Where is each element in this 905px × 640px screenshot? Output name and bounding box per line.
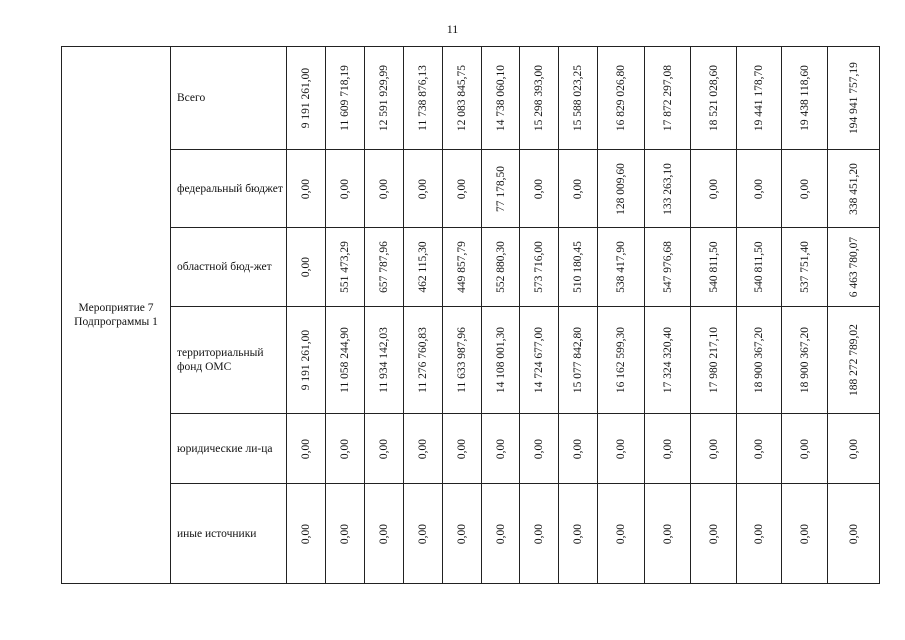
value-cell <box>737 414 782 484</box>
value-text: 0,00 <box>572 178 584 199</box>
value-cell <box>443 414 482 484</box>
value-cell <box>782 47 828 150</box>
value-text: 14 724 677,00 <box>533 326 545 394</box>
value-cell <box>737 307 782 414</box>
value-text: 16 829 026,80 <box>615 64 627 132</box>
budget-table <box>61 46 880 584</box>
value-text: 17 324 320,40 <box>661 326 674 394</box>
value-cell <box>691 484 737 584</box>
value-cell <box>598 307 645 414</box>
value-text: 0,00 <box>533 438 545 459</box>
value-cell <box>404 47 443 150</box>
value-text: 0,00 <box>572 523 584 544</box>
value-cell <box>443 150 482 228</box>
value-text: 11 609 718,19 <box>339 65 351 131</box>
value-text: 0,00 <box>707 438 720 459</box>
value-cell <box>559 484 598 584</box>
table-row <box>62 150 880 228</box>
value-cell <box>691 150 737 228</box>
value-text: 449 857,79 <box>456 241 468 293</box>
value-cell <box>782 150 828 228</box>
value-cell <box>287 47 326 150</box>
value-cell <box>326 414 365 484</box>
value-cell <box>326 47 365 150</box>
value-cell <box>691 228 737 307</box>
value-text: 0,00 <box>753 178 765 199</box>
event-cell: Мероприятие 7 Подпрограммы 1 <box>62 47 171 584</box>
value-cell <box>559 414 598 484</box>
value-text: 657 787,96 <box>378 241 390 293</box>
value-text: 9 191 261,00 <box>300 67 312 129</box>
value-text: 547 976,68 <box>661 241 674 293</box>
value-text: 9 191 261,00 <box>300 329 312 391</box>
value-cell <box>287 414 326 484</box>
value-text: 540 811,50 <box>707 241 720 293</box>
value-cell <box>520 228 559 307</box>
table-row <box>62 414 880 484</box>
value-text: 0,00 <box>300 438 312 459</box>
value-text: 0,00 <box>417 178 429 199</box>
value-text: 15 588 023,25 <box>572 64 584 132</box>
value-text: 128 009,60 <box>615 162 627 215</box>
value-cell <box>828 484 880 584</box>
value-text: 0,00 <box>417 523 429 544</box>
value-cell <box>645 47 691 150</box>
value-text: 12 083 845,75 <box>456 64 468 132</box>
page-number: 11 <box>446 22 459 36</box>
value-cell <box>828 47 880 150</box>
funding-source-cell: территориальный фонд ОМС <box>171 307 287 414</box>
value-cell <box>598 47 645 150</box>
value-cell <box>645 228 691 307</box>
value-cell <box>365 484 404 584</box>
value-text: 0,00 <box>300 256 312 278</box>
value-cell <box>782 307 828 414</box>
value-cell <box>365 414 404 484</box>
value-cell <box>598 228 645 307</box>
value-text: 0,00 <box>798 438 811 459</box>
value-cell <box>645 414 691 484</box>
value-text: 462 115,30 <box>417 241 429 293</box>
value-cell <box>559 150 598 228</box>
value-text: 0,00 <box>798 178 811 199</box>
value-text: 0,00 <box>661 523 674 544</box>
value-text: 0,00 <box>615 438 627 459</box>
value-cell <box>326 150 365 228</box>
value-cell <box>443 307 482 414</box>
value-text: 14 108 001,30 <box>494 326 507 394</box>
value-text: 0,00 <box>456 178 468 199</box>
value-cell <box>691 414 737 484</box>
value-cell <box>365 228 404 307</box>
value-text: 0,00 <box>378 523 390 544</box>
value-cell <box>443 47 482 150</box>
value-text: 11 276 760,83 <box>417 327 429 393</box>
table-row <box>62 47 880 150</box>
value-cell <box>598 414 645 484</box>
value-text: 338 451,20 <box>847 162 860 215</box>
value-text: 0,00 <box>378 438 390 459</box>
value-text: 0,00 <box>707 178 720 199</box>
table-row <box>62 307 880 414</box>
value-cell <box>482 414 520 484</box>
value-text: 17 980 217,10 <box>707 326 720 394</box>
value-text: 188 272 789,02 <box>847 324 860 396</box>
funding-source-cell: юридические ли-ца <box>171 414 287 484</box>
value-cell <box>482 150 520 228</box>
value-text: 0,00 <box>378 178 390 199</box>
value-text: 0,00 <box>661 438 674 459</box>
value-cell <box>482 228 520 307</box>
value-text: 573 716,00 <box>533 241 545 293</box>
value-cell <box>828 414 880 484</box>
value-cell <box>828 307 880 414</box>
value-text: 15 077 842,80 <box>572 326 584 394</box>
value-cell <box>287 484 326 584</box>
table-row <box>62 228 880 307</box>
value-cell <box>737 150 782 228</box>
value-cell <box>737 47 782 150</box>
value-text: 0,00 <box>339 178 351 199</box>
value-text: 0,00 <box>572 438 584 459</box>
value-cell <box>645 150 691 228</box>
value-cell <box>559 47 598 150</box>
value-cell <box>365 47 404 150</box>
value-text: 0,00 <box>615 523 627 544</box>
value-cell <box>520 150 559 228</box>
value-cell <box>737 228 782 307</box>
value-text: 0,00 <box>533 178 545 199</box>
value-cell <box>443 484 482 584</box>
value-text: 0,00 <box>339 438 351 459</box>
value-text: 552 880,30 <box>494 241 507 293</box>
value-text: 0,00 <box>753 438 765 459</box>
value-text: 0,00 <box>300 178 312 199</box>
value-cell <box>520 484 559 584</box>
value-cell <box>287 150 326 228</box>
value-text: 12 591 929,99 <box>378 64 390 132</box>
value-text: 0,00 <box>707 523 720 544</box>
value-cell <box>365 150 404 228</box>
value-text: 0,00 <box>494 523 507 544</box>
value-text: 11 738 876,13 <box>417 65 429 131</box>
value-text: 19 441 178,70 <box>753 64 765 132</box>
funding-source-cell: федеральный бюджет <box>171 150 287 228</box>
value-cell <box>404 414 443 484</box>
value-text: 0,00 <box>753 523 765 544</box>
value-text: 0,00 <box>417 438 429 459</box>
funding-source-cell: иные источники <box>171 484 287 584</box>
value-text: 6 463 780,07 <box>847 236 860 298</box>
value-text: 17 872 297,08 <box>661 64 674 132</box>
value-cell <box>482 47 520 150</box>
value-text: 540 811,50 <box>753 241 765 293</box>
value-cell <box>326 228 365 307</box>
value-cell <box>482 484 520 584</box>
value-text: 0,00 <box>847 523 860 544</box>
value-text: 14 738 060,10 <box>494 64 507 132</box>
value-text: 0,00 <box>798 523 811 544</box>
value-text: 16 162 599,30 <box>615 326 627 394</box>
value-cell <box>443 228 482 307</box>
value-cell <box>559 307 598 414</box>
value-cell <box>404 228 443 307</box>
value-text: 0,00 <box>339 523 351 544</box>
value-text: 0,00 <box>847 438 860 459</box>
funding-source-cell: Всего <box>171 47 287 150</box>
value-text: 19 438 118,60 <box>798 65 811 131</box>
funding-source-cell: областной бюд-жет <box>171 228 287 307</box>
table-row <box>62 484 880 584</box>
value-cell <box>482 307 520 414</box>
value-text: 0,00 <box>300 523 312 544</box>
value-text: 0,00 <box>494 438 507 459</box>
value-cell <box>520 307 559 414</box>
value-text: 77 178,50 <box>494 165 507 212</box>
value-cell <box>645 484 691 584</box>
value-text: 551 473,29 <box>339 241 351 293</box>
value-cell <box>287 228 326 307</box>
value-cell <box>404 484 443 584</box>
value-cell <box>559 228 598 307</box>
value-cell <box>520 414 559 484</box>
value-cell <box>404 150 443 228</box>
value-text: 537 751,40 <box>798 241 811 293</box>
value-cell <box>782 414 828 484</box>
value-text: 0,00 <box>456 438 468 459</box>
value-text: 18 900 367,20 <box>798 326 811 394</box>
value-cell <box>287 307 326 414</box>
value-cell <box>365 307 404 414</box>
value-cell <box>520 47 559 150</box>
value-text: 0,00 <box>533 523 545 544</box>
value-cell <box>691 307 737 414</box>
value-cell <box>598 150 645 228</box>
value-text: 15 298 393,00 <box>533 64 545 132</box>
value-text: 133 263,10 <box>661 162 674 215</box>
value-cell <box>645 307 691 414</box>
value-cell <box>404 307 443 414</box>
value-text: 18 900 367,20 <box>753 326 765 394</box>
value-cell <box>326 307 365 414</box>
value-cell <box>828 228 880 307</box>
value-text: 510 180,45 <box>572 241 584 293</box>
value-cell <box>691 47 737 150</box>
value-text: 538 417,90 <box>615 241 627 293</box>
value-text: 0,00 <box>456 523 468 544</box>
value-cell <box>828 150 880 228</box>
value-text: 11 633 987,96 <box>456 327 468 393</box>
value-text: 194 941 757,19 <box>847 62 860 134</box>
value-cell <box>326 484 365 584</box>
value-text: 11 058 244,90 <box>339 327 351 393</box>
value-cell <box>782 228 828 307</box>
value-cell <box>598 484 645 584</box>
value-text: 18 521 028,60 <box>707 64 720 132</box>
value-cell <box>782 484 828 584</box>
value-text: 11 934 142,03 <box>378 327 390 393</box>
value-cell <box>737 484 782 584</box>
